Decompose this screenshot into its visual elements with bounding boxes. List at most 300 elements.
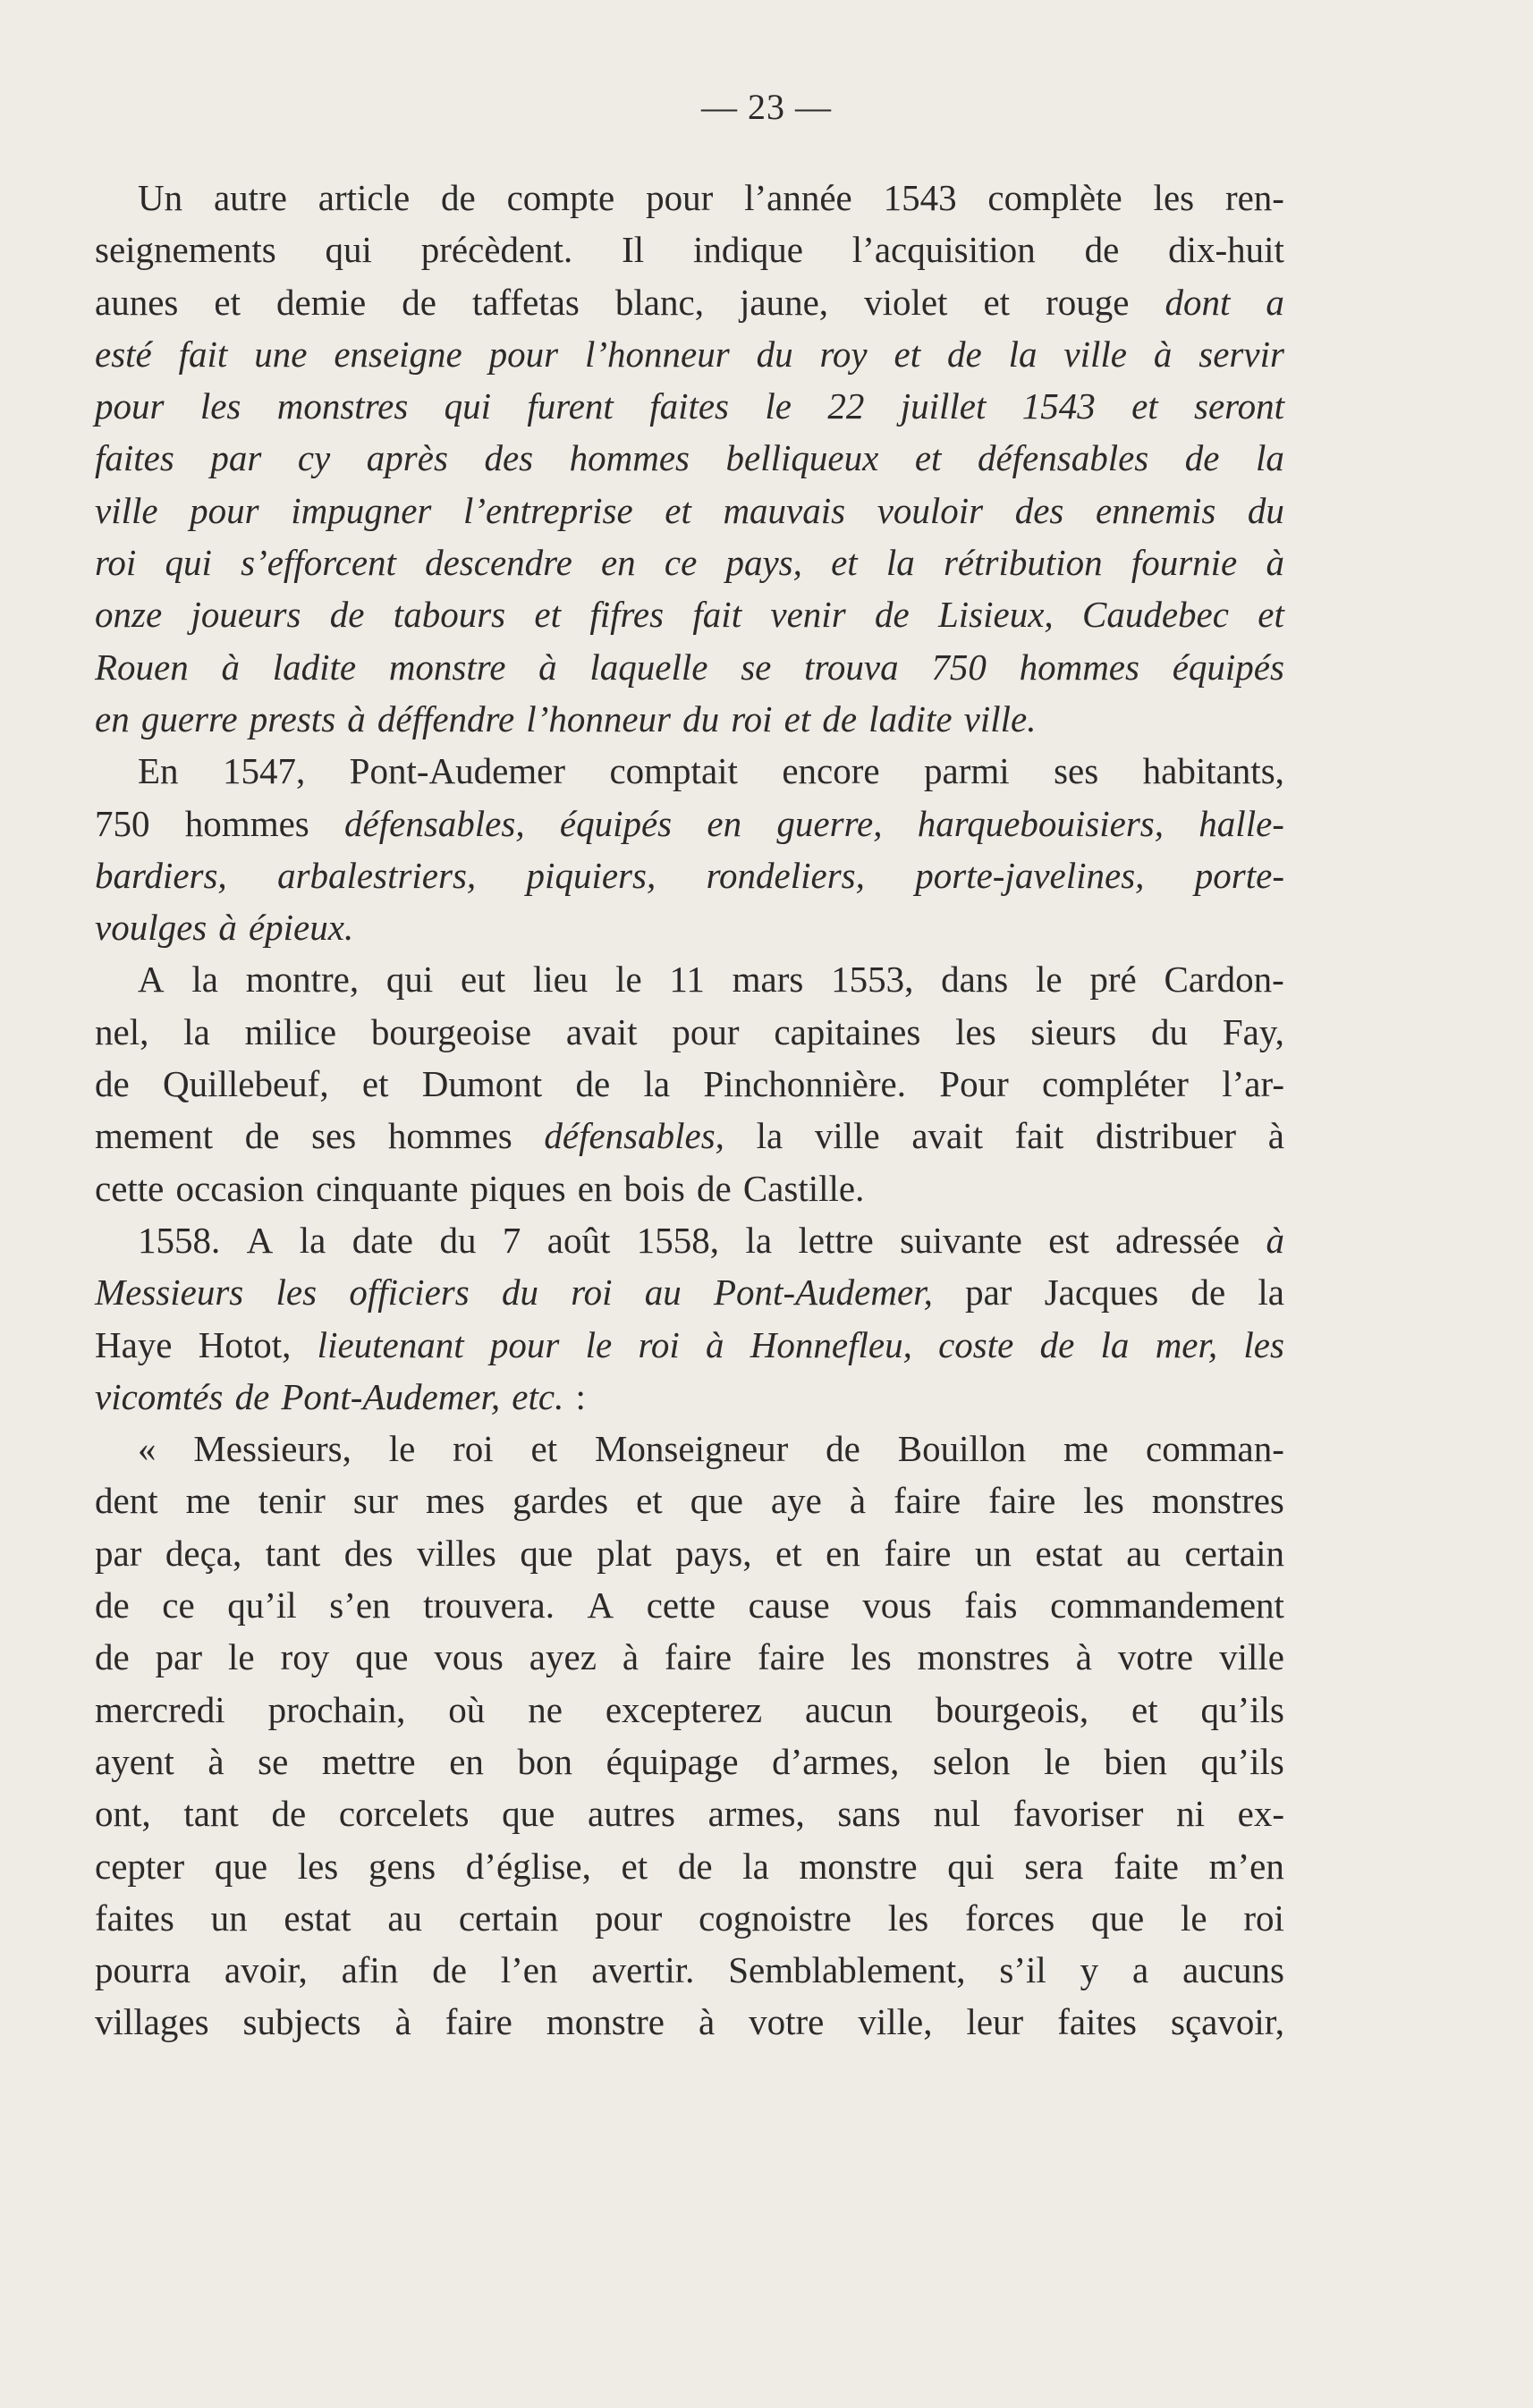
word: des: [343, 1532, 394, 1574]
word: aucun: [805, 1688, 893, 1730]
word: porte-javelines,: [915, 854, 1145, 896]
word: à: [394, 2001, 411, 2043]
word: taffetas: [471, 281, 580, 323]
word: blanc,: [614, 281, 704, 323]
word: épieux.: [248, 907, 354, 949]
word: distribuer: [1095, 1115, 1237, 1157]
word: fifres: [589, 594, 665, 636]
word: dix-huit: [1168, 229, 1284, 271]
text-line: [95, 641, 1284, 693]
word: de: [244, 1115, 280, 1157]
text-line: [95, 224, 1284, 275]
word: en: [600, 542, 636, 584]
text-line: [95, 1319, 1284, 1371]
word: ayent: [95, 1740, 174, 1782]
text-line: [95, 1527, 1284, 1579]
word: complète: [987, 177, 1122, 218]
word: août: [546, 1219, 611, 1261]
word: avait: [911, 1115, 984, 1157]
word: de: [874, 594, 910, 636]
text-line: [95, 745, 1284, 797]
word: faire: [894, 1480, 961, 1522]
word: précèdent.: [420, 229, 573, 271]
word: ce: [162, 1584, 195, 1626]
word: a: [1132, 1949, 1149, 1991]
word: de: [697, 1167, 732, 1209]
word: ex-: [1237, 1793, 1284, 1835]
word: à: [221, 646, 240, 688]
text-line: [95, 1892, 1284, 1944]
word: joueurs: [191, 594, 301, 636]
text-line: [95, 1423, 1284, 1474]
word: vicomtés: [95, 1375, 224, 1417]
word: une: [254, 333, 308, 375]
word: de: [271, 1793, 307, 1835]
word: aunes: [95, 281, 179, 323]
word: ren-: [1224, 177, 1284, 218]
word: cinquante: [316, 1167, 459, 1209]
text-line: [95, 1996, 1284, 2048]
word: jaune,: [739, 281, 829, 323]
text-line: [95, 1684, 1284, 1736]
word: qu’il: [227, 1584, 297, 1626]
word: à: [706, 1323, 724, 1365]
word: 1553,: [831, 959, 914, 1001]
text-line: [95, 1110, 1284, 1162]
word: montre,: [245, 959, 360, 1001]
body-text: [95, 172, 1284, 2049]
word: ville: [1219, 1636, 1284, 1678]
word: piques: [470, 1167, 566, 1209]
word: de: [947, 333, 982, 375]
word: article: [318, 177, 411, 218]
word: Castille.: [742, 1167, 865, 1209]
word: de: [1184, 437, 1220, 479]
text-line: [95, 1474, 1284, 1526]
word: Pont-Audemer,: [281, 1375, 501, 1417]
word: nul: [933, 1793, 981, 1835]
text-line: [95, 1058, 1284, 1110]
word: votre: [749, 2001, 825, 2043]
word: Hotot,: [198, 1323, 292, 1365]
word: plat: [597, 1532, 652, 1574]
word: ladite: [272, 646, 357, 688]
word: l’entreprise: [462, 489, 633, 531]
word: l’honneur: [585, 333, 730, 375]
word: votre: [1117, 1636, 1194, 1678]
word: de: [329, 594, 365, 636]
word: par: [965, 1272, 1012, 1314]
word: roi: [453, 1428, 494, 1470]
word: sieurs: [1030, 1010, 1117, 1052]
word: le: [1036, 959, 1063, 1001]
word: subjects: [242, 2001, 361, 2043]
word: roy: [819, 333, 868, 375]
word: villes: [416, 1532, 496, 1574]
word: indique: [692, 229, 803, 271]
word: impugner: [291, 489, 432, 531]
word: et: [530, 1428, 558, 1470]
word: aye: [770, 1480, 822, 1522]
word: officiers: [349, 1272, 470, 1314]
word: qu’ils: [1200, 1740, 1284, 1782]
word: trouva: [804, 646, 899, 688]
word: cause: [748, 1584, 830, 1626]
word: des: [484, 437, 534, 479]
word: et: [914, 437, 942, 479]
word: Un: [138, 177, 183, 218]
word: nel,: [95, 1010, 149, 1052]
word: dans: [941, 959, 1009, 1001]
word: à: [218, 907, 237, 949]
word: excepterez: [605, 1688, 763, 1730]
word: d’église,: [465, 1845, 591, 1887]
word: etc.: [512, 1375, 564, 1417]
word: Honnefleu,: [750, 1323, 912, 1365]
word: prests: [249, 697, 336, 739]
word: seront: [1194, 385, 1284, 427]
word: les: [887, 1897, 929, 1939]
word: et: [831, 542, 858, 584]
word: s’il: [999, 1949, 1046, 1991]
word: gens: [368, 1845, 436, 1887]
word: les: [955, 1010, 996, 1052]
word: de: [234, 1375, 270, 1417]
word: encore: [782, 750, 880, 792]
word: arbalestriers,: [277, 854, 477, 896]
word: mer,: [1155, 1323, 1218, 1365]
word: à: [208, 1740, 224, 1782]
word: estat: [1035, 1532, 1103, 1574]
word: qui: [385, 959, 434, 1001]
word: coste: [938, 1323, 1014, 1365]
word: pour: [190, 489, 259, 531]
word: ses: [311, 1115, 357, 1157]
word: Fay,: [1222, 1010, 1284, 1052]
word: en: [95, 697, 130, 739]
word: ses: [1054, 750, 1099, 792]
word: en: [449, 1740, 484, 1782]
word: l’en: [500, 1949, 558, 1991]
word: mettre: [321, 1740, 416, 1782]
word: Pont-Audemer,: [714, 1272, 933, 1314]
word: adressée: [1115, 1219, 1241, 1261]
word: s’efforcent: [241, 542, 396, 584]
word: 1547,: [222, 750, 306, 792]
word: comptait: [609, 750, 738, 792]
word: du: [439, 1219, 477, 1261]
word: s’en: [329, 1584, 391, 1626]
word: enseigne: [334, 333, 462, 375]
word: du: [756, 333, 793, 375]
word: prochain,: [267, 1688, 406, 1730]
word: roi: [1243, 1897, 1284, 1939]
word: la: [1258, 1272, 1284, 1314]
word: commandement: [1050, 1584, 1284, 1626]
word: et: [983, 281, 1011, 323]
word: eut: [461, 959, 506, 1001]
word: d’armes,: [772, 1740, 900, 1782]
word: sera: [1024, 1845, 1084, 1887]
word: 1558,: [636, 1219, 720, 1261]
word: à: [347, 697, 366, 739]
word: l’honneur: [526, 697, 671, 739]
word: En: [138, 750, 179, 792]
word: certain: [1184, 1532, 1284, 1574]
word: équipage: [606, 1740, 739, 1782]
word: favoriser: [1012, 1793, 1144, 1835]
word: par: [95, 1532, 142, 1574]
word: deça,: [165, 1532, 242, 1574]
word: pourra: [95, 1949, 191, 1991]
word: trouvera.: [423, 1584, 555, 1626]
word: au: [644, 1272, 682, 1314]
word: me: [185, 1480, 231, 1522]
word: équipés: [1172, 646, 1284, 688]
word: 1543: [1021, 385, 1096, 427]
text-line: [95, 798, 1284, 849]
word: la: [742, 1845, 769, 1887]
word: A: [246, 1219, 274, 1261]
word: certain: [458, 1897, 559, 1939]
text-line: [95, 1266, 1284, 1318]
text-line: [95, 1371, 1284, 1423]
word: Pinchonnière.: [703, 1063, 906, 1105]
word: 1543: [883, 177, 957, 218]
word: estat: [284, 1897, 351, 1939]
word: belliqueux: [725, 437, 879, 479]
word: roi: [571, 1272, 613, 1314]
word: faire: [884, 1532, 952, 1574]
word: du: [1150, 1010, 1188, 1052]
word: suivante: [900, 1219, 1022, 1261]
word: afin: [341, 1949, 399, 1991]
word: venir: [770, 594, 846, 636]
word: l’année: [744, 177, 852, 218]
word: la: [299, 1219, 326, 1261]
word: tant: [183, 1793, 239, 1835]
word: que: [520, 1532, 573, 1574]
word: cy: [297, 437, 331, 479]
word: fait: [1014, 1115, 1064, 1157]
word: au: [387, 1897, 423, 1939]
word: qui: [444, 385, 492, 427]
word: de: [677, 1845, 713, 1887]
word: ne: [528, 1688, 563, 1730]
word: capitaines: [774, 1010, 921, 1052]
word: 7: [502, 1219, 521, 1261]
word: pour: [489, 1323, 560, 1365]
word: en: [826, 1532, 860, 1574]
word: fait: [692, 594, 742, 636]
word: roi: [95, 542, 137, 584]
word: et: [534, 594, 562, 636]
word: en: [577, 1167, 613, 1209]
word: 750: [931, 646, 987, 688]
word: qui: [947, 1845, 995, 1887]
text-line: [95, 588, 1284, 640]
word: bourgeois,: [935, 1688, 1089, 1730]
text-line: [95, 172, 1284, 224]
text-line: [95, 1787, 1284, 1839]
word: faire: [758, 1636, 826, 1678]
word: ville,: [858, 2001, 933, 2043]
word: leur: [966, 2001, 1024, 2043]
word: monstres: [276, 385, 409, 427]
word: de: [95, 1636, 130, 1678]
word: roi: [638, 1323, 680, 1365]
word: le: [1181, 1897, 1207, 1939]
word: où: [448, 1688, 486, 1730]
word: à: [538, 646, 557, 688]
word: le: [615, 959, 642, 1001]
word: déffendre: [377, 697, 515, 739]
word: se: [741, 646, 772, 688]
word: cepter: [95, 1845, 185, 1887]
text-line: [95, 380, 1284, 432]
word: aucuns: [1182, 1949, 1284, 1991]
word: hommes: [1019, 646, 1139, 688]
word: pays,: [725, 542, 802, 584]
word: un: [210, 1897, 248, 1939]
word: de: [822, 697, 858, 739]
word: date: [351, 1219, 414, 1261]
text-line: [95, 1840, 1284, 1892]
word: cette: [646, 1584, 716, 1626]
word: Messieurs,: [193, 1428, 351, 1470]
word: de: [1084, 229, 1120, 271]
word: y: [1080, 1949, 1099, 1991]
text-line: [95, 1736, 1284, 1787]
word: avertir.: [591, 1949, 695, 1991]
word: lieu: [532, 959, 589, 1001]
word: sçavoir,: [1170, 2001, 1284, 2043]
word: 750: [95, 802, 150, 844]
word: Jacques: [1044, 1272, 1159, 1314]
word: Rouen: [95, 646, 189, 688]
word: faire: [445, 2001, 512, 2043]
text-line: [95, 1006, 1284, 1058]
word: Caudebec: [1081, 594, 1229, 636]
word: Dumont: [421, 1063, 543, 1105]
word: de: [95, 1063, 130, 1105]
word: pays,: [675, 1532, 752, 1574]
word: avoir,: [224, 1949, 308, 1991]
word: compléter: [1042, 1063, 1189, 1105]
word: compte: [506, 177, 615, 218]
word: de: [826, 1428, 860, 1470]
word: mes: [426, 1480, 486, 1522]
word: ville: [1063, 333, 1127, 375]
word: après: [366, 437, 448, 479]
word: ville.: [963, 697, 1037, 739]
word: que: [502, 1793, 555, 1835]
word: à: [1153, 333, 1173, 375]
word: corcelets: [338, 1793, 470, 1835]
word: par: [210, 437, 262, 479]
word: et: [894, 333, 921, 375]
word: l’ar-: [1222, 1063, 1284, 1105]
word: rétribution: [943, 542, 1103, 584]
word: Haye: [95, 1323, 173, 1365]
word: et: [1258, 594, 1284, 636]
word: bien: [1104, 1740, 1167, 1782]
word: faire: [665, 1636, 733, 1678]
word: 22: [827, 385, 865, 427]
word: roi: [731, 697, 773, 739]
text-line: [95, 432, 1284, 484]
word: bon: [517, 1740, 572, 1782]
word: mement: [95, 1115, 214, 1157]
word: guerre: [140, 697, 238, 739]
word: tabours: [393, 594, 506, 636]
word: ville: [95, 489, 158, 531]
word: de: [1190, 1272, 1226, 1314]
word: piquiers,: [526, 854, 656, 896]
word: A: [138, 959, 165, 1001]
word: Quillebeuf,: [163, 1063, 329, 1105]
word: faites: [649, 385, 730, 427]
word: «: [138, 1428, 157, 1470]
word: et: [636, 1480, 663, 1522]
text-line: [95, 1944, 1284, 1996]
word: par: [155, 1636, 203, 1678]
word: ennemis: [1095, 489, 1216, 531]
word: lieutenant: [317, 1323, 464, 1365]
word: forces: [965, 1897, 1055, 1939]
word: gardes: [512, 1480, 609, 1522]
word: à: [1075, 1636, 1092, 1678]
word: le: [1044, 1740, 1071, 1782]
word: fait: [178, 333, 228, 375]
word: à: [1266, 1219, 1284, 1261]
word: la: [1008, 333, 1038, 375]
text-line: [95, 1162, 1284, 1214]
word: du: [1247, 489, 1284, 531]
word: la: [885, 542, 915, 584]
word: ce: [664, 542, 698, 584]
word: du: [682, 697, 720, 739]
word: voulges: [95, 907, 208, 949]
word: mauvais: [723, 489, 846, 531]
word: Pont-Audemer: [349, 750, 566, 792]
word: monstres: [1151, 1480, 1284, 1522]
word: bois: [623, 1167, 685, 1209]
word: parmi: [924, 750, 1010, 792]
word: mars: [732, 959, 804, 1001]
word: hommes: [569, 437, 690, 479]
word: faites: [1057, 2001, 1137, 2043]
word: la: [756, 1115, 783, 1157]
word: que: [690, 1480, 743, 1522]
word: vous: [434, 1636, 504, 1678]
word: au: [1126, 1532, 1161, 1574]
word: hommes: [184, 802, 309, 844]
word: les: [1243, 1323, 1284, 1365]
word: en: [707, 802, 742, 844]
word: occasion: [175, 1167, 304, 1209]
word: servir: [1198, 333, 1284, 375]
word: faites: [95, 437, 174, 479]
word: halle-: [1198, 802, 1284, 844]
word: et: [621, 1845, 648, 1887]
word: et: [214, 281, 241, 323]
word: roy: [280, 1636, 330, 1678]
word: qui: [165, 542, 212, 584]
word: selon: [933, 1740, 1011, 1782]
text-line: [95, 1579, 1284, 1631]
word: porte-: [1194, 854, 1284, 896]
